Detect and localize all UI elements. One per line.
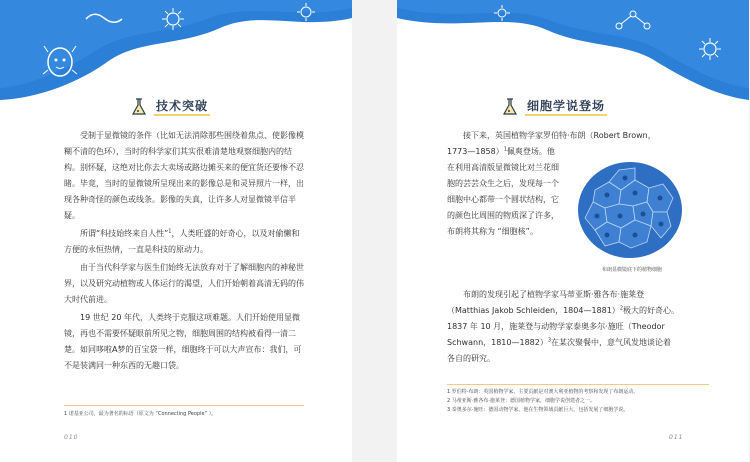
body-text [447, 287, 709, 367]
footnote-ref: 1 [168, 228, 172, 235]
text-line: 胞的芸芸众生之后，发现每一个 [447, 179, 559, 188]
page-number: 010 [64, 434, 79, 441]
microscope-flask-icon [499, 96, 521, 118]
virus-icon [493, 4, 511, 22]
footnote: 2 马蒂亚斯·雅各布·施莱登：德国植物学家，细胞学说创建者之一。 [447, 398, 595, 404]
text-line: （Matthias Jakob Schleiden，1804—1881）$^2$极大的好奇心。 [447, 305, 679, 315]
section-title-text: 技术突破 [154, 99, 210, 116]
molecule-icon [613, 6, 653, 36]
virus-icon [296, 2, 316, 22]
virus-icon [160, 6, 186, 32]
footnote: 1 诺基亚公司，最为著名的标语（原文为 “Connecting People” ）。 [64, 411, 217, 417]
plant-cell-illustration [575, 160, 685, 260]
section-title-text: 细胞学说登场 [525, 99, 607, 116]
left-page [0, 0, 352, 462]
intro-line: 接下来，英国植物学家罗伯特·布朗（Robert Brown， [463, 131, 656, 140]
section-title [499, 94, 607, 120]
amoeba-icon [84, 10, 124, 28]
text-line: 在利用高清版显微镜比对兰花细 [447, 163, 559, 172]
right-page [397, 0, 749, 462]
paragraph: 由于当代科学家与医生们始终无法放弃对于了解细胞内的神秘世界，以及研究动植物或人体运行的渴望，人们开始朝着高清无码的伟大时代前进。 [64, 263, 304, 304]
paragraph: 19 世纪 20 年代，人类终于克服这项难题。人们开始使用显微镜，再也不需要怀疑眼前所见之物，细胞周围的结构被看得一清二楚。如同哆啦A梦的百宝袋一样，细胞终于可以大声宣布：我们，可不是装满同一种东西的无趣口袋。 [64, 313, 302, 370]
wrapped-text [447, 160, 573, 240]
bacteria-icon [40, 40, 80, 80]
virus-icon [697, 36, 723, 62]
footnote: 1 罗伯特·布朗：英国植物学家，主要贡献是对澳大利亚植物的考察和发现了布朗运动。 [447, 389, 639, 395]
paragraph: 受制于显微镜的条件（比如无法消除那些围绕着焦点、使影像模糊不清的色环），当时的科学家们其实很难清楚地观察细胞内的结构。别怀疑，这绝对比你去大卖场或路边摊买来的便宜货还要惨不忍睹。毕竟，当时的显微镜所呈现出来的影像总是和灵异照片一样，出现各种奇怪的颜色或线条。影像的失真，让许多人对显微镜半信半疑。 [64, 131, 304, 220]
text-line: 的颜色比周围的物质深了许多， [447, 211, 559, 220]
text-line: 各自的研究。 [447, 354, 495, 363]
footnotes [447, 388, 709, 415]
intro-line: 1773—1858）$^1$佩爽登场。他 [447, 146, 555, 156]
footnote-rule [447, 384, 709, 385]
text-line: 布朗将其称为 “细胞核”。 [447, 227, 538, 236]
section-title [128, 94, 210, 120]
body-text [447, 128, 709, 160]
text-line: 1837 年 10 月，施莱登与动物学家泰奥多尔·施旺（Theodor [447, 322, 665, 331]
text-line: 布朗的发现引起了植物学家马蒂亚斯·雅各布·施莱登 [463, 290, 645, 299]
body-text [64, 128, 304, 374]
microscope-flask-icon [128, 96, 150, 118]
paragraph: 所谓“科技始终来自人性”$^1$，人类旺盛的好奇心，以及对偷懒和方便的永恒热情，一直是科技的原动力。 [64, 228, 300, 254]
footnote: 3 泰奥多尔·施旺：德国动物学家，他在生物领域贡献巨大，包括发展了细胞学说。 [447, 407, 629, 413]
text-line: 细胞中心都带一个圆状结构，它 [447, 195, 559, 204]
text-line: Schwann，1810—1882）$^3$在某次聚餐中，意气风发地谈论着 [447, 337, 672, 347]
image-caption: 布朗显微镜底下的植物细胞 [601, 267, 662, 273]
page-number: 011 [669, 434, 684, 441]
footnote-rule [64, 405, 304, 406]
